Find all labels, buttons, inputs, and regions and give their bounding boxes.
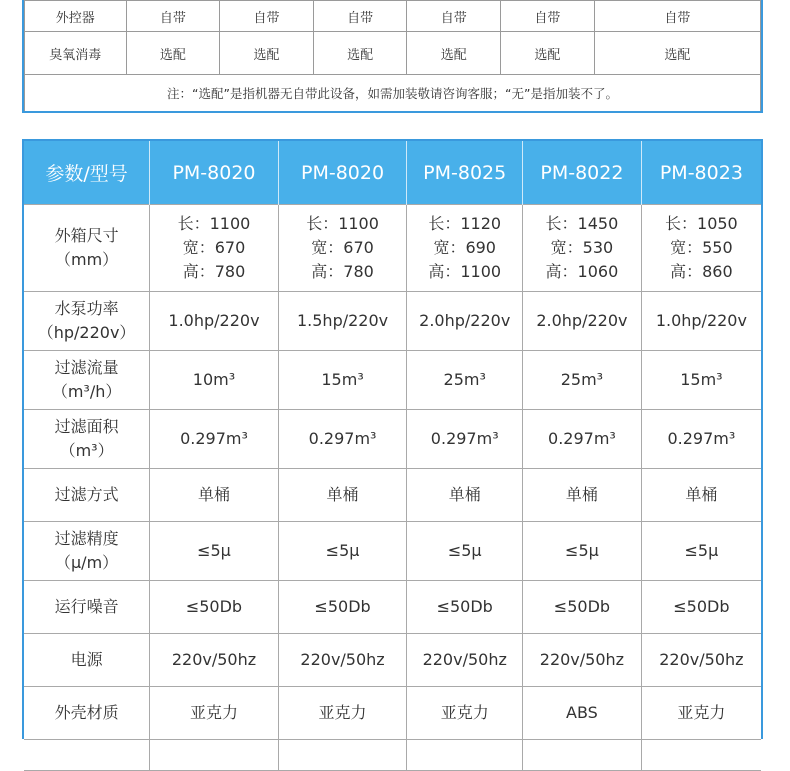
header-model: PM-8022	[523, 141, 642, 205]
options-table	[24, 0, 761, 111]
spec-cell: 单桶	[641, 469, 761, 522]
spec-cell: 0.297m³	[407, 410, 523, 469]
spec-row	[24, 740, 761, 771]
options-cell: 选配	[594, 32, 760, 75]
spec-row-label-line: 电源	[70, 650, 103, 669]
spec-cell: 单桶	[523, 469, 642, 522]
spec-row	[24, 410, 761, 469]
spec-cell: 220v/50hz	[150, 634, 279, 687]
spec-cell: 220v/50hz	[641, 634, 761, 687]
spec-cell: 1.5hp/220v	[278, 292, 407, 351]
spec-row-label	[24, 292, 150, 351]
spec-cell-line: 宽：670	[311, 238, 374, 257]
spec-cell-line: 长：1050	[665, 214, 738, 233]
spec-cell: ≤5μ	[407, 522, 523, 581]
spec-cell-line: 高：780	[311, 262, 374, 281]
spec-row	[24, 292, 761, 351]
spec-row-label	[24, 581, 150, 634]
spec-cell: 亚克力	[641, 687, 761, 740]
header-model: PM-8020	[278, 141, 407, 205]
spec-row	[24, 522, 761, 581]
spec-cell-line: 宽：690	[433, 238, 496, 257]
spec-row-label	[24, 522, 150, 581]
spec-row	[24, 351, 761, 410]
spec-cell: 2.0hp/220v	[523, 292, 642, 351]
spec-row-label-line: （m³/h）	[51, 382, 122, 401]
options-cell: 选配	[501, 32, 595, 75]
spec-row-label	[24, 634, 150, 687]
spec-cell	[523, 740, 642, 771]
options-note-row	[25, 75, 761, 112]
spec-cell: 2.0hp/220v	[407, 292, 523, 351]
spec-cell	[641, 205, 761, 292]
spec-row-label-line: 过滤流量	[54, 358, 119, 377]
spec-cell: 1.0hp/220v	[150, 292, 279, 351]
spec-cell	[407, 205, 523, 292]
spec-cell: 220v/50hz	[278, 634, 407, 687]
spec-cell: 10m³	[150, 351, 279, 410]
spec-row-label-line: （μ/m）	[55, 553, 119, 572]
options-row	[25, 32, 761, 75]
spec-row-label-line: 过滤精度	[54, 529, 119, 548]
options-cell: 选配	[407, 32, 501, 75]
spec-cell: 0.297m³	[150, 410, 279, 469]
header-param-label: 参数/型号	[24, 141, 150, 205]
spec-cell-line: 高：780	[182, 262, 246, 281]
spec-cell: ≤50Db	[150, 581, 279, 634]
spec-row-label-line: 过滤方式	[54, 485, 119, 504]
spec-row-label	[24, 687, 150, 740]
spec-cell: ≤5μ	[278, 522, 407, 581]
options-cell: 自带	[220, 1, 314, 32]
options-table-panel	[22, 0, 763, 113]
spec-cell: ≤5μ	[523, 522, 642, 581]
spec-cell: 220v/50hz	[523, 634, 642, 687]
spec-cell: 25m³	[523, 351, 642, 410]
spec-table-panel	[22, 139, 763, 739]
options-cell: 选配	[220, 32, 314, 75]
spec-cell-line: 宽：530	[550, 238, 614, 257]
spec-cell: 亚克力	[278, 687, 407, 740]
spec-cell	[150, 740, 279, 771]
spec-cell-line: 宽：550	[670, 238, 733, 257]
options-row-label: 外控器	[25, 1, 127, 32]
options-cell: 自带	[313, 1, 407, 32]
spec-cell-line: 高：860	[670, 262, 733, 281]
spec-cell-line: 长：1450	[545, 214, 619, 233]
spec-cell: 单桶	[278, 469, 407, 522]
spec-cell: ≤5μ	[150, 522, 279, 581]
spec-cell: 0.297m³	[641, 410, 761, 469]
spec-row	[24, 469, 761, 522]
options-note: 注：“选配”是指机器无自带此设备，如需加装敬请咨询客服；“无”是指加装不了。	[25, 75, 761, 112]
spec-row	[24, 581, 761, 634]
spec-cell-line: 宽：670	[182, 238, 246, 257]
spec-row-label	[24, 205, 150, 292]
options-row	[25, 1, 761, 32]
spec-cell: ≤5μ	[641, 522, 761, 581]
spec-cell: 15m³	[641, 351, 761, 410]
spec-cell-line: 长：1100	[306, 214, 379, 233]
spec-cell	[523, 205, 642, 292]
spec-cell	[278, 205, 407, 292]
spec-cell: 亚克力	[150, 687, 279, 740]
spec-row-label-line: （mm）	[55, 250, 119, 269]
spec-cell	[150, 205, 279, 292]
spec-row-label	[24, 410, 150, 469]
options-cell: 自带	[407, 1, 501, 32]
spec-cell	[278, 740, 407, 771]
spec-cell: 1.0hp/220v	[641, 292, 761, 351]
spec-cell: 单桶	[407, 469, 523, 522]
spec-row	[24, 687, 761, 740]
spec-row-label-line: 过滤面积	[54, 417, 119, 436]
options-cell: 自带	[594, 1, 760, 32]
spec-cell-line: 长：1100	[177, 214, 251, 233]
spec-row-label-line: （hp/220v）	[37, 323, 136, 342]
options-cell: 选配	[313, 32, 407, 75]
spec-cell-line: 长：1120	[428, 214, 502, 233]
spec-cell	[641, 740, 761, 771]
spec-row-label	[24, 351, 150, 410]
options-cell: 自带	[501, 1, 595, 32]
spec-cell: 单桶	[150, 469, 279, 522]
spec-row-label-line: 运行噪音	[54, 597, 119, 616]
spec-row-label	[24, 469, 150, 522]
options-cell: 自带	[126, 1, 220, 32]
spec-row-label-line: 外壳材质	[54, 703, 119, 722]
spec-cell: 亚克力	[407, 687, 523, 740]
spec-row-label-line: 水泵功率	[54, 299, 119, 318]
spec-cell: 0.297m³	[278, 410, 407, 469]
spec-cell: 0.297m³	[523, 410, 642, 469]
options-row-label: 臭氧消毒	[25, 32, 127, 75]
spec-cell-line: 高：1100	[428, 262, 502, 281]
spec-cell: ≤50Db	[407, 581, 523, 634]
spec-row-label-line: 外箱尺寸	[54, 226, 119, 245]
spec-table	[24, 141, 761, 771]
spec-cell	[407, 740, 523, 771]
spec-header-row	[24, 141, 761, 205]
spec-row-label	[24, 740, 150, 771]
spec-row-label-line: （m³）	[59, 441, 114, 460]
spec-cell-line: 高：1060	[545, 262, 619, 281]
header-model: PM-8020	[150, 141, 279, 205]
spec-cell: 15m³	[278, 351, 407, 410]
header-model: PM-8023	[641, 141, 761, 205]
header-model: PM-8025	[407, 141, 523, 205]
spec-row	[24, 634, 761, 687]
options-cell: 选配	[126, 32, 220, 75]
spec-cell: ≤50Db	[641, 581, 761, 634]
spec-cell: 25m³	[407, 351, 523, 410]
spec-cell: ≤50Db	[523, 581, 642, 634]
spec-cell: ≤50Db	[278, 581, 407, 634]
spec-row	[24, 205, 761, 292]
spec-cell: ABS	[523, 687, 642, 740]
spec-cell: 220v/50hz	[407, 634, 523, 687]
